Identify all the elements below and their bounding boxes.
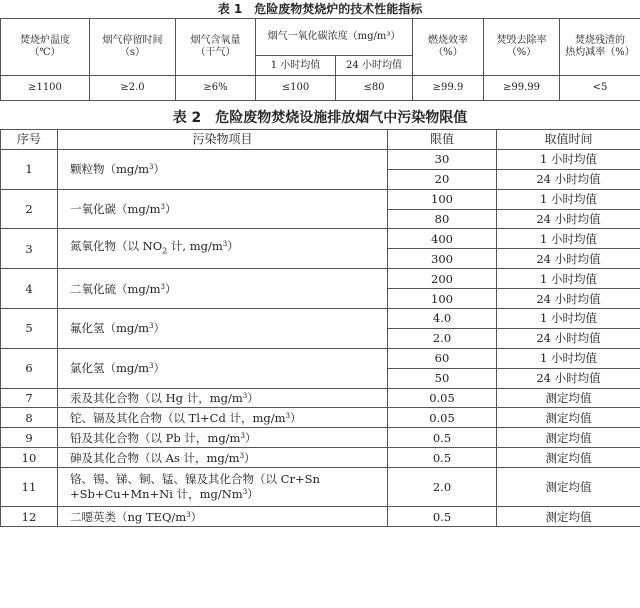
limit-value: 2.0 (388, 468, 497, 507)
row-no: 4 (1, 269, 58, 309)
pollutant-name: 铅及其化合物（以 Pb 计，$mg/m^3$） (58, 428, 388, 448)
row-no: 12 (1, 507, 58, 527)
time-value: 测定均值 (497, 408, 640, 428)
row-no: 5 (1, 309, 58, 349)
value-co-24h: ≤80 (336, 76, 413, 101)
limit-value: 4.0 (388, 309, 497, 329)
header-residence-time: 烟气停留时间 （s） (90, 19, 176, 76)
limit-value: 100 (388, 289, 497, 309)
row-no: 1 (1, 149, 58, 189)
time-value: 测定均值 (497, 388, 640, 408)
value-furnace-temp: ≥1100 (1, 76, 90, 101)
header-oxygen: 烟气含氧量 （干气） (176, 19, 256, 76)
limit-value: 0.05 (388, 388, 497, 408)
time-value: 24 小时均值 (497, 169, 640, 189)
header-efficiency: 燃烧效率 （%） (413, 19, 484, 76)
time-value: 测定均值 (497, 448, 640, 468)
pollutant-name: 铊、镉及其化合物（以 Tl+Cd 计，$mg/m^3$） (58, 408, 388, 428)
value-co-1h: ≤100 (256, 76, 336, 101)
limit-value: 30 (388, 149, 497, 169)
time-value: 测定均值 (497, 428, 640, 448)
pollutant-name: 颗粒物$(mg/m^3)$ (58, 149, 388, 189)
pollutant-name: 氟化氢$(mg/m^3)$ (58, 309, 388, 349)
limit-value: 200 (388, 269, 497, 289)
col-header-time: 取值时间 (497, 130, 640, 150)
limit-value: 20 (388, 169, 497, 189)
time-value: 24 小时均值 (497, 209, 640, 229)
row-no: 3 (1, 229, 58, 269)
time-value: 1 小时均值 (497, 309, 640, 329)
limit-value: 400 (388, 229, 497, 249)
pollutant-name: 二噁英类（ng TEQ/$m^3$） (58, 507, 388, 527)
pollutant-name: 氯化氢$(mg/m^3)$ (58, 348, 388, 388)
time-value: 24 小时均值 (497, 249, 640, 269)
row-no: 11 (1, 468, 58, 507)
value-residue: <5 (560, 76, 640, 101)
time-value: 1 小时均值 (497, 269, 640, 289)
row-no: 8 (1, 408, 58, 428)
time-value: 1 小时均值 (497, 189, 640, 209)
limit-value: 80 (388, 209, 497, 229)
time-value: 测定均值 (497, 507, 640, 527)
limit-value: 60 (388, 348, 497, 368)
limit-value: 0.5 (388, 507, 497, 527)
value-removal: ≥99.99 (484, 76, 560, 101)
technical-performance-table (0, 18, 640, 101)
limit-value: 100 (388, 189, 497, 209)
value-oxygen: ≥6% (176, 76, 256, 101)
time-value: 1 小时均值 (497, 229, 640, 249)
col-header-pollutant: 污染物项目 (58, 130, 388, 150)
table2-title: 表 2 危险废物焚烧设施排放烟气中污染物限值 (172, 110, 468, 126)
time-value: 测定均值 (497, 468, 640, 507)
limit-value: 0.5 (388, 428, 497, 448)
limit-value: 0.05 (388, 408, 497, 428)
limit-value: 2.0 (388, 328, 497, 348)
time-value: 24 小时均值 (497, 289, 640, 309)
pollutant-name: 砷及其化合物（以 As 计，$mg/m^3$） (58, 448, 388, 468)
time-value: 24 小时均值 (497, 368, 640, 388)
header-furnace-temp: 焚烧炉温度 （℃） (1, 19, 90, 76)
row-no: 7 (1, 388, 58, 408)
col-header-limit: 限值 (388, 130, 497, 150)
header-co-24h: 24 小时均值 (336, 56, 413, 76)
pollutant-name: 一氧化碳$(mg/m^3)$ (58, 189, 388, 229)
pollutant-name: 汞及其化合物（以 Hg 计，$mg/m^3$） (58, 388, 388, 408)
header-residue: 焚烧残渣的 热灼减率（%） (560, 19, 640, 76)
limit-value: 0.5 (388, 448, 497, 468)
header-co-1h: 1 小时均值 (256, 56, 336, 76)
pollutant-name: 铬、锡、锑、铜、锰、镍及其化合物（以 Cr+Sn +Sb+Cu+Mn+Ni 计，mg/Nm$^3$） (58, 468, 388, 507)
value-residence-time: ≥2.0 (90, 76, 176, 101)
time-value: 1 小时均值 (497, 348, 640, 368)
pollutant-name: 二氧化硫$(mg/m^3)$ (58, 269, 388, 309)
time-value: 1 小时均值 (497, 149, 640, 169)
header-removal: 焚毁去除率 （%） (484, 19, 560, 76)
row-no: 10 (1, 448, 58, 468)
row-no: 2 (1, 189, 58, 229)
limit-value: 50 (388, 368, 497, 388)
pollutant-limits-table (0, 129, 640, 527)
pollutant-name: 氮氧化物（以 $NO_2$ 计, $mg/m^3$） (58, 229, 388, 269)
table1-title: 表 1 危险废物焚烧炉的技术性能指标 (217, 2, 423, 16)
time-value: 24 小时均值 (497, 328, 640, 348)
header-co: 烟气一氧化碳浓度（mg/m³） (256, 19, 413, 56)
row-no: 6 (1, 348, 58, 388)
row-no: 9 (1, 428, 58, 448)
limit-value: 300 (388, 249, 497, 269)
value-efficiency: ≥99.9 (413, 76, 484, 101)
col-header-no: 序号 (1, 130, 58, 150)
